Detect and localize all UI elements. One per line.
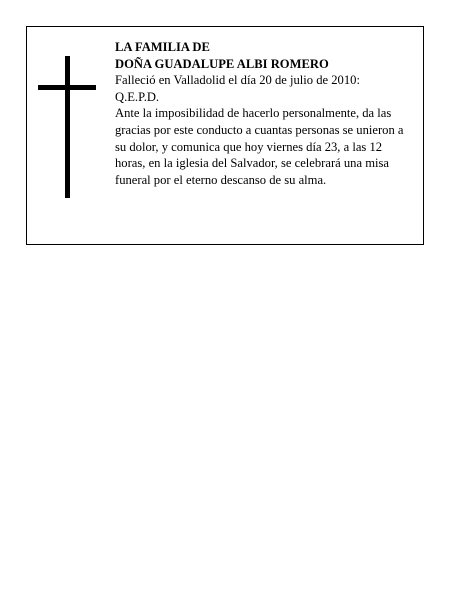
notice-text	[115, 39, 415, 188]
deceased-name: DOÑA GUADALUPE ALBI ROMERO	[115, 56, 329, 71]
family-heading: LA FAMILIA DE	[115, 40, 210, 54]
obituary-notice	[26, 26, 424, 245]
death-statement: Falleció en Valladolid el día 20 de julio de 2010:	[115, 73, 360, 88]
qepd-label: Q.E.P.D.	[115, 89, 160, 104]
cross-vertical-bar	[65, 56, 70, 198]
notice-body: Ante la imposibilidad de hacerlo personalmente, da las gracias por este conducto a cuantas personas se unieron a su dolor, y comunica que hoy viernes día 23, a las 12 horas, en la iglesia del Salvador, se celebrará una misa funeral por el eterno descanso de su alma.	[115, 106, 404, 187]
cross-horizontal-bar	[38, 85, 96, 90]
